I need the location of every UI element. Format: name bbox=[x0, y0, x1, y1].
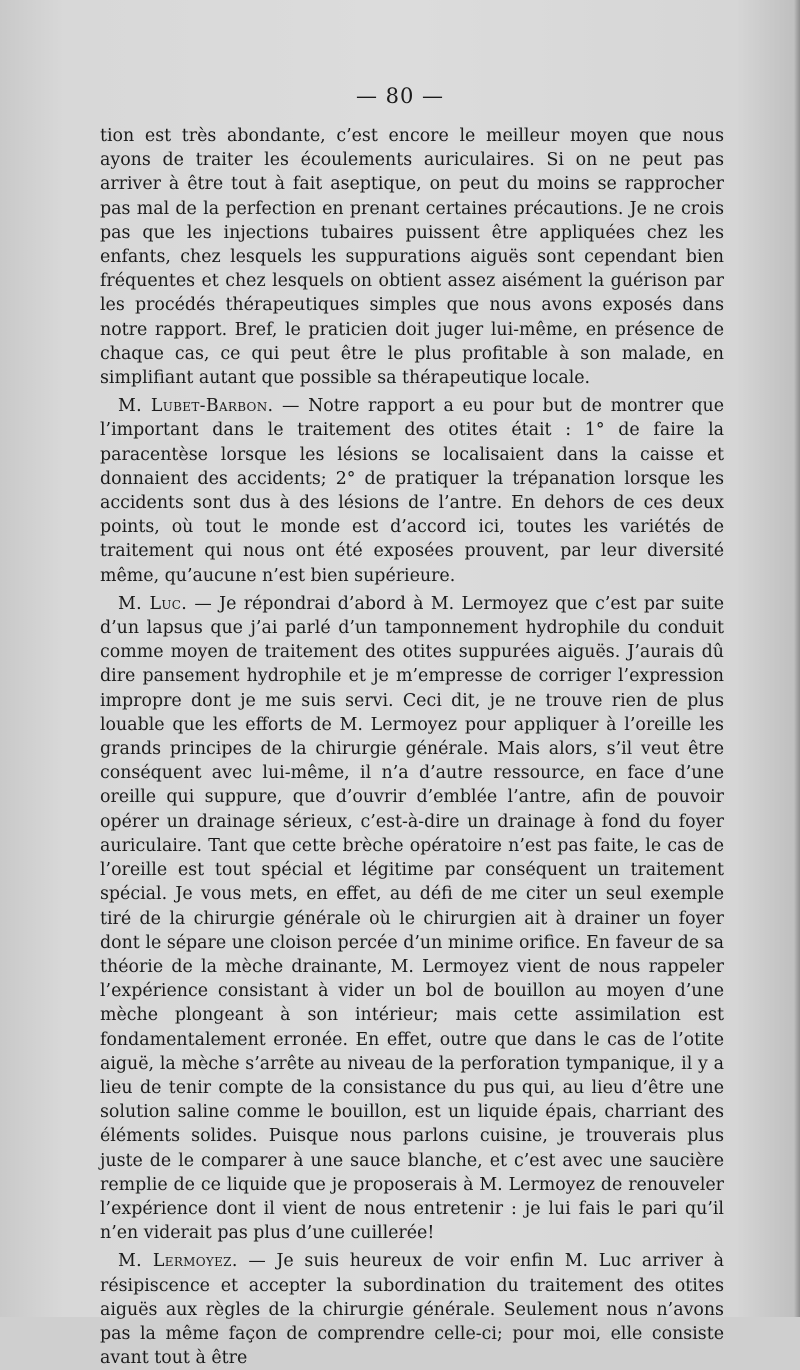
paragraph-text: — Notre rapport a eu pour but de montrer que l’important dans le traitement des otites était : 1° de faire la paracentèse lorsque les lésions se localisaient dans la caisse et donnaient des accidents; 2° de pratiquer la trépanation lorsque les accidents sont dus à des lésions de l’antre. En dehors de ces deux points, où tout le monde est d’accord ici, toutes les variétés de traitement qui nous ont été exposées prouvent, par leur diversité même, qu’aucune n’est bien supérieure. bbox=[100, 396, 724, 586]
paragraph-continuation bbox=[100, 124, 724, 390]
paragraph-luc bbox=[100, 592, 724, 1245]
paragraph-lermoyez bbox=[100, 1249, 724, 1370]
paragraph-text: — Je suis heureux de voir enfin M. Luc arriver à résipiscence et accepter la subordination du traitement des otites aiguës aux règles de la chirurgie générale. Seulement nous n’avons pas la même façon de comprendre celle-ci; pour moi, elle consiste avant tout à être bbox=[100, 1251, 724, 1369]
paragraph-text: — Je répondrai d’abord à M. Lermoyez que c’est par suite d’un lapsus que j’ai parlé d’un tamponnement hydrophile du conduit comme moyen de traitement des otites suppurées aiguës. J’aurais dû dire pansement hydrophile et je m’empresse de corriger l’expression impropre dont je me suis servi. Ceci dit, je ne trouve rien de plus louable que les efforts de M. Lermoyez pour appliquer à l’oreille les grands principes de la chirurgie générale. Mais alors, s’il veut être conséquent avec lui-même, il n’a d’autre ressource, en face d’une oreille qui suppure, que d’ouvrir d’emblée l’antre, afin de pouvoir opérer un drainage sérieux, c’est-à-dire un drainage à fond du foyer auriculaire. Tant que cette brèche opératoire n’est pas faite, le cas de l’oreille est tout spécial et légitime par conséquent un traitement spécial. Je vous mets, en effet, au défi de me citer un seul exemple tiré de la chirurgie générale où le chirurgien ait à drainer un foyer dont le sépare une cloison percée d’un minime orifice. En faveur de sa théorie de la mèche drainante, M. Lermoyez vient de nous rappeler l’expérience consistant à vider un bol de bouillon au moyen d’une mèche plongeant à son intérieur; mais cette assimilation est fondamentalement erronée. En effet, outre que dans le cas de l’otite aiguë, la mèche s’arrête au niveau de la perforation tympanique, il y a lieu de tenir compte de la consistance du pus qui, au lieu d’être une solution saline comme le bouillon, est un liquide épais, charriant des éléments solides. Puisque nous parlons cuisine, je trouverais plus juste de le comparer à une sauce blanche, et c’est avec une saucière remplie de ce liquide que je proposerais à M. Lermoyez de renouveler l’expérience dont il vient de nous entretenir : je lui fais le pari qu’il n’en viderait pas plus d’une cuillerée! bbox=[100, 593, 724, 1244]
speaker-name: M. Lermoyez. bbox=[118, 1251, 238, 1272]
paragraph-lubet-barbon bbox=[100, 394, 724, 588]
speaker-name: M. Lubet-Barbon. bbox=[118, 396, 274, 417]
paragraph-text: tion est très abondante, c’est encore le meilleur moyen que nous ayons de traiter les écoulements auriculaires. Si on ne peut pas arriver à être tout à fait aseptique, on peut du moins se rapprocher pas mal de la perfection en prenant certaines précautions. Je ne crois pas que les injections tubaires puissent être appliquées chez les enfants, chez lesquels les suppurations aiguës sont cependant bien fréquentes et chez lesquels on obtient assez aisément la guérison par les procédés thérapeutiques simples que nous avons exposés dans notre rapport. Bref, le praticien doit juger lui-même, en présence de chaque cas, ce qui peut être le plus profitable à son malade, en simplifiant autant que possible sa thérapeutique locale. bbox=[100, 126, 724, 389]
body-text bbox=[100, 124, 724, 1370]
speaker-name: M. Luc. bbox=[118, 593, 188, 614]
page-number: — 80 — bbox=[355, 84, 445, 108]
